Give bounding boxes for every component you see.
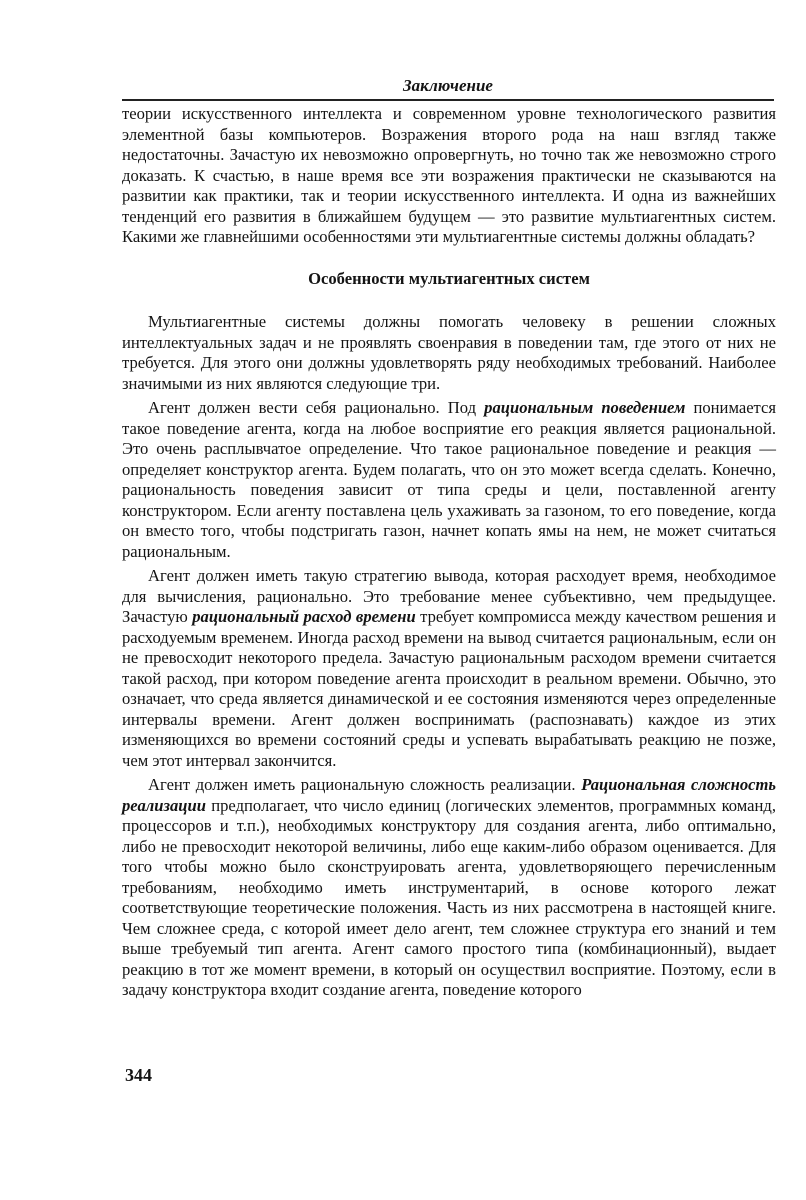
paragraph-continued: теории искусственного интеллекта и современном уровне технологического развития элементной базы компьютеров. Возражения второго рода на наш взгляд также недостаточны. Зачастую их невозможно опровергнуть, но точно так же невозможно строго доказать. К счастью, в наше время все эти возражения практически не сказываются на развитии как практики, так и теории искусственного интеллекта. И одна из важнейших тенденций его развития в ближайшем будущем — это развитие мультиагентных систем. Какими же главнейшими особенностями эти мультиагентные системы должны обладать?: [122, 104, 776, 246]
page-body: [122, 104, 776, 1001]
text-run: Агент должен иметь рациональную сложность реализации.: [148, 775, 582, 794]
paragraph-requirements-intro: Мультиагентные системы должны помогать человеку в решении сложных интеллектуальных задач и не проявлять своенравия в поведении там, где этого от них не требуется. Для этого они должны удовлетворять ряду необходимых требований. Наиболее значимыми из них являются следующие три.: [122, 312, 776, 393]
text-run: Агент должен иметь такую стратегию вывода, которая расходует время, необходимое для вычисления, рационально. Это требование менее субъективно, чем предыдущее. Зачастую: [122, 566, 776, 626]
paragraph-rational-behavior: [122, 398, 776, 562]
term-rational-behavior: рациональным поведением: [484, 398, 686, 417]
text-run: предполагает, что число единиц (логических элементов, программных команд, процессоров и т.п.), необходимых конструктору для создания агента, либо оптимально, либо не превосходит некоторой величины, либо еще каким-либо образом оценивается. Для того чтобы можно было сконструировать агента, удовлетворяющего перечисленным требованиям, необходимо иметь инструментарий, в основе которого лежат соответствующие теоретические положения. Часть из них рассмотрена в настоящей книге. Чем сложнее среда, с которой имеет дело агент, тем сложнее структура его знаний и тем выше требуемый тип агента. Агент самого простого типа (комбинационный), выдает реакцию в тот же момент времени, в который он осуществил восприятие. Поэтому, если в задачу конструктора входит создание агента, поведение которого: [122, 795, 776, 999]
text-run: требует компромисса между качеством решения и расходуемым временем. Иногда расход времени на вывод считается рациональным, если он не превосходит некоторого предела. Зачастую рациональным расходом времени считается такой расход, при котором поведение агента происходит в реальном времени. Обычно, это означает, что среда является динамической и ее состояния изменяются через определенные интервалы времени. Агент должен воспринимать (распознавать) каждое из этих изменяющихся во времени состояний среды и успевать вырабатывать реакцию не позже, чем этот интервал закончится.: [122, 607, 776, 770]
term-rational-complexity: Рациональная сложность реализации: [122, 775, 776, 815]
page-number: 344: [125, 1065, 152, 1085]
running-header: Заключение: [403, 76, 493, 95]
paragraph-rational-time: [122, 566, 776, 771]
text-run: Агент должен вести себя рационально. Под: [148, 398, 485, 417]
term-rational-time: рациональный расход времени: [192, 607, 416, 626]
paragraph-rational-complexity: [122, 775, 776, 1001]
section-heading: Особенности мультиагентных систем: [308, 268, 590, 288]
header-rule: [122, 99, 774, 101]
text-run: понимается такое поведение агента, когда на любое восприятие его реакция является рациональной. Это очень расплывчатое определение. Что такое рациональное поведение и реакция — определяет конструктор агента. Будем полагать, что он это может всегда сделать. Конечно, рациональность поведения зависит от типа среды и цели, поставленной агенту конструктором. Если агенту поставлена цель ухаживать за газоном, то его поведение, когда он вместо того, чтобы подстригать газон, начнет копать ямы на нем, не может считаться рациональным.: [122, 398, 777, 561]
